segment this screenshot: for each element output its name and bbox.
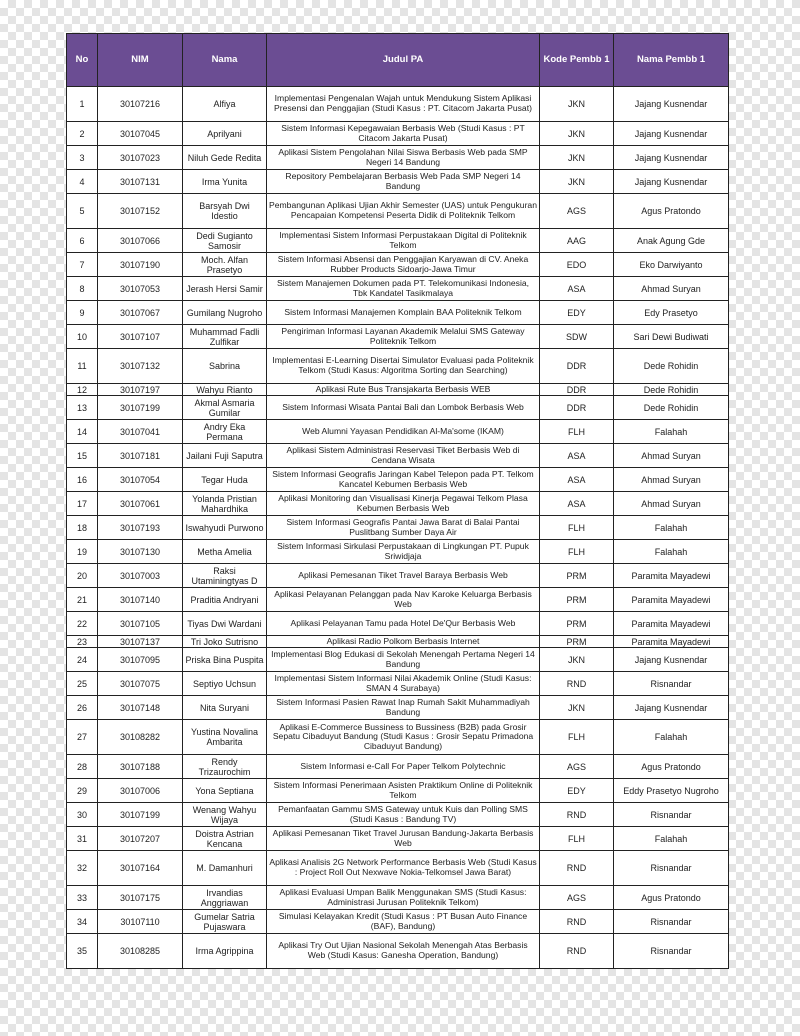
cell-nama: Septiyo Uchsun [183,672,267,696]
cell-pembimbing: Risnandar [614,672,729,696]
table-row [67,492,729,516]
cell-kode: JKN [540,146,614,170]
cell-judul: Sistem Informasi Pasien Rawat Inap Rumah Sakit Muhammadiyah Bandung [267,696,540,720]
cell-nim: 30107066 [98,229,183,253]
table-row [67,420,729,444]
table-row [67,910,729,934]
cell-nim: 30107137 [98,636,183,648]
cell-judul: Sistem Informasi Geografis Jaringan Kabel Telepon pada PT. Telkom Kancatel Kebumen Berbasis Web [267,468,540,492]
cell-nim: 30107199 [98,396,183,420]
cell-judul: Implementasi Sistem Informasi Nilai Akademik Online (Studi Kasus: SMAN 4 Surabaya) [267,672,540,696]
cell-no: 13 [67,396,98,420]
cell-nim: 30107003 [98,564,183,588]
cell-no: 7 [67,253,98,277]
cell-nama: Barsyah Dwi Idestio [183,194,267,229]
cell-nama: Sabrina [183,349,267,384]
cell-nama: Irma Agrippina [183,934,267,969]
cell-no: 23 [67,636,98,648]
cell-judul: Aplikasi Evaluasi Umpan Balik Menggunakan SMS (Studi Kasus: Administrasi Jurusan Politeknik Telkom) [267,886,540,910]
cell-pembimbing: Risnandar [614,934,729,969]
cell-no: 5 [67,194,98,229]
table-row [67,779,729,803]
cell-pembimbing: Falahah [614,540,729,564]
cell-judul: Sistem Informasi Penerimaan Asisten Praktikum Online di Politeknik Telkom [267,779,540,803]
cell-nama: Gumilang Nugroho [183,301,267,325]
header-nama: Nama [183,34,267,87]
cell-no: 6 [67,229,98,253]
table-row [67,540,729,564]
cell-nama: Jerash Hersi Samir [183,277,267,301]
table-row [67,325,729,349]
cell-nama: Irvandias Anggriawan [183,886,267,910]
cell-nim: 30107095 [98,648,183,672]
cell-no: 21 [67,588,98,612]
table-row [67,384,729,396]
cell-no: 9 [67,301,98,325]
cell-no: 33 [67,886,98,910]
cell-kode: RND [540,672,614,696]
table-row [67,468,729,492]
table-row [67,194,729,229]
cell-judul: Aplikasi Monitoring dan Visualisasi Kinerja Pegawai Telkom Plasa Kebumen Berbasis Web [267,492,540,516]
table-row [67,301,729,325]
cell-kode: JKN [540,87,614,122]
cell-nim: 30107175 [98,886,183,910]
cell-kode: AGS [540,194,614,229]
cell-kode: DDR [540,349,614,384]
cell-kode: PRM [540,588,614,612]
cell-kode: RND [540,934,614,969]
thesis-table [66,33,729,969]
cell-nama: Praditia Andryani [183,588,267,612]
cell-no: 20 [67,564,98,588]
cell-nama: Gumelar Satria Pujaswara [183,910,267,934]
cell-judul: Aplikasi Sistem Administrasi Reservasi Tiket Berbasis Web di Cendana Wisata [267,444,540,468]
table-row [67,827,729,851]
cell-nim: 30107152 [98,194,183,229]
cell-no: 28 [67,755,98,779]
cell-nama: Yolanda Pristian Mahardhika [183,492,267,516]
cell-nim: 30107190 [98,253,183,277]
cell-no: 2 [67,122,98,146]
cell-no: 31 [67,827,98,851]
cell-kode: PRM [540,564,614,588]
cell-nim: 30107110 [98,910,183,934]
cell-pembimbing: Jajang Kusnendar [614,696,729,720]
table-row [67,87,729,122]
cell-nim: 30107075 [98,672,183,696]
cell-pembimbing: Agus Pratondo [614,194,729,229]
cell-no: 25 [67,672,98,696]
cell-judul: Aplikasi Sistem Pengolahan Nilai Siswa Berbasis Web pada SMP Negeri 14 Bandung [267,146,540,170]
cell-pembimbing: Ahmad Suryan [614,468,729,492]
cell-judul: Sistem Informasi Geografis Pantai Jawa Barat di Balai Pantai Puslitbang Sumber Daya Air [267,516,540,540]
cell-nama: Tiyas Dwi Wardani [183,612,267,636]
header-no: No [67,34,98,87]
cell-pembimbing: Paramita Mayadewi [614,588,729,612]
cell-nim: 30107188 [98,755,183,779]
cell-no: 35 [67,934,98,969]
cell-nama: Nita Suryani [183,696,267,720]
table-row [67,122,729,146]
cell-kode: PRM [540,636,614,648]
cell-pembimbing: Paramita Mayadewi [614,636,729,648]
cell-pembimbing: Eddy Prasetyo Nugroho [614,779,729,803]
cell-no: 14 [67,420,98,444]
cell-nama: Alfiya [183,87,267,122]
cell-judul: Aplikasi Analisis 2G Network Performance Berbasis Web (Studi Kasus : Project Roll Out Nexwave Nokia-Telkomsel Jawa Barat) [267,851,540,886]
cell-judul: Sistem Informasi Wisata Pantai Bali dan Lombok Berbasis Web [267,396,540,420]
cell-pembimbing: Risnandar [614,851,729,886]
cell-nama: Iswahyudi Purwono [183,516,267,540]
table-row [67,851,729,886]
cell-nim: 30107023 [98,146,183,170]
cell-no: 10 [67,325,98,349]
cell-pembimbing: Paramita Mayadewi [614,612,729,636]
table-row [67,277,729,301]
cell-judul: Repository Pembelajaran Berbasis Web Pada SMP Negeri 14 Bandung [267,170,540,194]
cell-kode: FLH [540,540,614,564]
cell-judul: Sistem Informasi Absensi dan Penggajian Karyawan di CV. Aneka Rubber Products Sidoarjo-Jawa Timur [267,253,540,277]
cell-pembimbing: Ahmad Suryan [614,444,729,468]
cell-kode: FLH [540,516,614,540]
table-body [67,87,729,969]
cell-pembimbing: Ahmad Suryan [614,492,729,516]
cell-nim: 30107131 [98,170,183,194]
table-row [67,672,729,696]
cell-kode: DDR [540,384,614,396]
cell-pembimbing: Dede Rohidin [614,349,729,384]
cell-nim: 30107132 [98,349,183,384]
cell-pembimbing: Edy Prasetyo [614,301,729,325]
cell-judul: Aplikasi Pemesanan Tiket Travel Baraya Berbasis Web [267,564,540,588]
cell-judul: Sistem Manajemen Dokumen pada PT. Telekomunikasi Indonesia, Tbk Kandatel Tasikmalaya [267,277,540,301]
cell-no: 16 [67,468,98,492]
cell-nim: 30107107 [98,325,183,349]
cell-pembimbing: Jajang Kusnendar [614,122,729,146]
cell-pembimbing: Paramita Mayadewi [614,564,729,588]
cell-nim: 30107006 [98,779,183,803]
cell-kode: FLH [540,720,614,755]
table-row [67,648,729,672]
header-nim: NIM [98,34,183,87]
cell-kode: JKN [540,170,614,194]
cell-kode: EDY [540,301,614,325]
cell-kode: EDO [540,253,614,277]
document-page [66,33,728,969]
table-row [67,170,729,194]
cell-nama: Dedi Sugianto Samosir [183,229,267,253]
cell-judul: Aplikasi Try Out Ujian Nasional Sekolah Menengah Atas Berbasis Web (Studi Kasus: Ganesha Operation, Bandung) [267,934,540,969]
cell-kode: RND [540,851,614,886]
cell-no: 19 [67,540,98,564]
cell-kode: JKN [540,122,614,146]
cell-nama: Niluh Gede Redita [183,146,267,170]
cell-judul: Sistem Informasi e-Call For Paper Telkom Polytechnic [267,755,540,779]
cell-kode: DDR [540,396,614,420]
cell-pembimbing: Ahmad Suryan [614,277,729,301]
cell-judul: Sistem Informasi Kepegawaian Berbasis Web (Studi Kasus : PT Citacom Jakarta Pusat) [267,122,540,146]
cell-no: 18 [67,516,98,540]
cell-pembimbing: Falahah [614,420,729,444]
table-row [67,886,729,910]
cell-judul: Implementasi Sistem Informasi Perpustakaan Digital di Politeknik Telkom [267,229,540,253]
cell-judul: Aplikasi Radio Polkom Berbasis Internet [267,636,540,648]
cell-no: 29 [67,779,98,803]
cell-no: 1 [67,87,98,122]
cell-no: 17 [67,492,98,516]
cell-pembimbing: Anak Agung Gde [614,229,729,253]
table-row [67,444,729,468]
cell-kode: ASA [540,468,614,492]
cell-nama: Moch. Alfan Prasetyo [183,253,267,277]
cell-pembimbing: Sari Dewi Budiwati [614,325,729,349]
cell-nama: Priska Bina Puspita [183,648,267,672]
cell-nama: Yona Septiana [183,779,267,803]
table-row [67,253,729,277]
cell-nim: 30107053 [98,277,183,301]
cell-judul: Pengiriman Informasi Layanan Akademik Melalui SMS Gateway Politeknik Telkom [267,325,540,349]
cell-nama: Wahyu Rianto [183,384,267,396]
table-row [67,564,729,588]
table-row [67,755,729,779]
table-row [67,516,729,540]
cell-pembimbing: Risnandar [614,803,729,827]
table-row [67,588,729,612]
cell-nama: Doistra Astrian Kencana [183,827,267,851]
cell-no: 8 [67,277,98,301]
cell-nama: Yustina Novalina Ambarita [183,720,267,755]
cell-no: 3 [67,146,98,170]
cell-kode: PRM [540,612,614,636]
cell-kode: FLH [540,420,614,444]
table-row [67,803,729,827]
cell-kode: ASA [540,444,614,468]
cell-no: 15 [67,444,98,468]
cell-judul: Aplikasi Pelayanan Pelanggan pada Nav Karoke Keluarga Berbasis Web [267,588,540,612]
cell-pembimbing: Falahah [614,516,729,540]
cell-nama: Tri Joko Sutrisno [183,636,267,648]
table-row [67,696,729,720]
cell-nim: 30107207 [98,827,183,851]
cell-judul: Simulasi Kelayakan Kredit (Studi Kasus : PT Busan Auto Finance (BAF), Bandung) [267,910,540,934]
cell-no: 22 [67,612,98,636]
cell-judul: Pemanfaatan Gammu SMS Gateway untuk Kuis dan Polling SMS (Studi Kasus : Bandung TV) [267,803,540,827]
table-row [67,720,729,755]
cell-nim: 30107130 [98,540,183,564]
cell-no: 24 [67,648,98,672]
cell-nama: M. Damanhuri [183,851,267,886]
cell-no: 11 [67,349,98,384]
cell-no: 12 [67,384,98,396]
cell-kode: SDW [540,325,614,349]
cell-pembimbing: Jajang Kusnendar [614,146,729,170]
cell-nim: 30107045 [98,122,183,146]
cell-kode: FLH [540,827,614,851]
cell-no: 30 [67,803,98,827]
cell-pembimbing: Agus Pratondo [614,886,729,910]
cell-pembimbing: Eko Darwiyanto [614,253,729,277]
cell-nim: 30108285 [98,934,183,969]
header-pembimbing: Nama Pembb 1 [614,34,729,87]
cell-kode: RND [540,803,614,827]
cell-judul: Web Alumni Yayasan Pendidikan Al-Ma'some (IKAM) [267,420,540,444]
cell-nim: 30107041 [98,420,183,444]
cell-nim: 30107140 [98,588,183,612]
cell-pembimbing: Jajang Kusnendar [614,87,729,122]
cell-nama: Wenang Wahyu Wijaya [183,803,267,827]
cell-nama: Akmal Asmaria Gumilar [183,396,267,420]
cell-nim: 30107216 [98,87,183,122]
cell-pembimbing: Falahah [614,720,729,755]
cell-judul: Aplikasi Pemesanan Tiket Travel Jurusan Bandung-Jakarta Berbasis Web [267,827,540,851]
cell-pembimbing: Agus Pratondo [614,755,729,779]
cell-kode: JKN [540,648,614,672]
cell-kode: JKN [540,696,614,720]
table-header-row [67,34,729,87]
cell-kode: AGS [540,755,614,779]
header-kode: Kode Pembb 1 [540,34,614,87]
cell-nim: 30107197 [98,384,183,396]
cell-nama: Raksi Utaminingtyas D [183,564,267,588]
cell-nama: Irma Yunita [183,170,267,194]
cell-nim: 30107193 [98,516,183,540]
header-judul: Judul PA [267,34,540,87]
cell-nim: 30108282 [98,720,183,755]
cell-nim: 30107164 [98,851,183,886]
cell-pembimbing: Dede Rohidin [614,396,729,420]
cell-kode: AGS [540,886,614,910]
cell-nama: Jailani Fuji Saputra [183,444,267,468]
cell-nim: 30107067 [98,301,183,325]
cell-judul: Implementasi Blog Edukasi di Sekolah Menengah Pertama Negeri 14 Bandung [267,648,540,672]
cell-nim: 30107199 [98,803,183,827]
cell-nama: Muhammad Fadli Zulfikar [183,325,267,349]
table-row [67,612,729,636]
cell-pembimbing: Falahah [614,827,729,851]
cell-nama: Tegar Huda [183,468,267,492]
cell-no: 27 [67,720,98,755]
cell-no: 4 [67,170,98,194]
cell-kode: EDY [540,779,614,803]
cell-nim: 30107105 [98,612,183,636]
cell-nama: Aprilyani [183,122,267,146]
table-row [67,396,729,420]
cell-nim: 30107061 [98,492,183,516]
table-row [67,229,729,253]
cell-nama: Rendy Trizaurochim [183,755,267,779]
table-row [67,349,729,384]
cell-kode: ASA [540,492,614,516]
cell-judul: Sistem Informasi Sirkulasi Perpustakaan di Lingkungan PT. Pupuk Sriwidjaja [267,540,540,564]
cell-kode: AAG [540,229,614,253]
cell-nama: Metha Amelia [183,540,267,564]
cell-judul: Implementasi E-Learning Disertai Simulator Evaluasi pada Politeknik Telkom (Studi Kasus: Algoritma Sorting dan Searching) [267,349,540,384]
cell-judul: Sistem Informasi Manajemen Komplain BAA Politeknik Telkom [267,301,540,325]
cell-no: 34 [67,910,98,934]
cell-judul: Aplikasi E-Commerce Bussiness to Bussiness (B2B) pada Grosir Sepatu Cibaduyut Bandung (Studi Kasus : Grosir Sepatu Primadona Cibaduyut Bandung) [267,720,540,755]
cell-kode: ASA [540,277,614,301]
cell-judul: Aplikasi Rute Bus Transjakarta Berbasis WEB [267,384,540,396]
cell-nim: 30107054 [98,468,183,492]
cell-nim: 30107148 [98,696,183,720]
cell-nama: Andry Eka Permana [183,420,267,444]
cell-no: 26 [67,696,98,720]
cell-judul: Pembangunan Aplikasi Ujian Akhir Semester (UAS) untuk Pengukuran Pencapaian Kompetensi Peserta Didik di Politeknik Telkom [267,194,540,229]
cell-kode: RND [540,910,614,934]
cell-judul: Implementasi Pengenalan Wajah untuk Mendukung Sistem Aplikasi Presensi dan Penggajian (Studi Kasus : PT. Citacom Jakarta Pusat) [267,87,540,122]
cell-nim: 30107181 [98,444,183,468]
cell-pembimbing: Jajang Kusnendar [614,648,729,672]
table-row [67,146,729,170]
cell-no: 32 [67,851,98,886]
cell-pembimbing: Dede Rohidin [614,384,729,396]
cell-pembimbing: Risnandar [614,910,729,934]
cell-judul: Aplikasi Pelayanan Tamu pada Hotel De'Qur Berbasis Web [267,612,540,636]
table-row [67,636,729,648]
cell-pembimbing: Jajang Kusnendar [614,170,729,194]
table-row [67,934,729,969]
